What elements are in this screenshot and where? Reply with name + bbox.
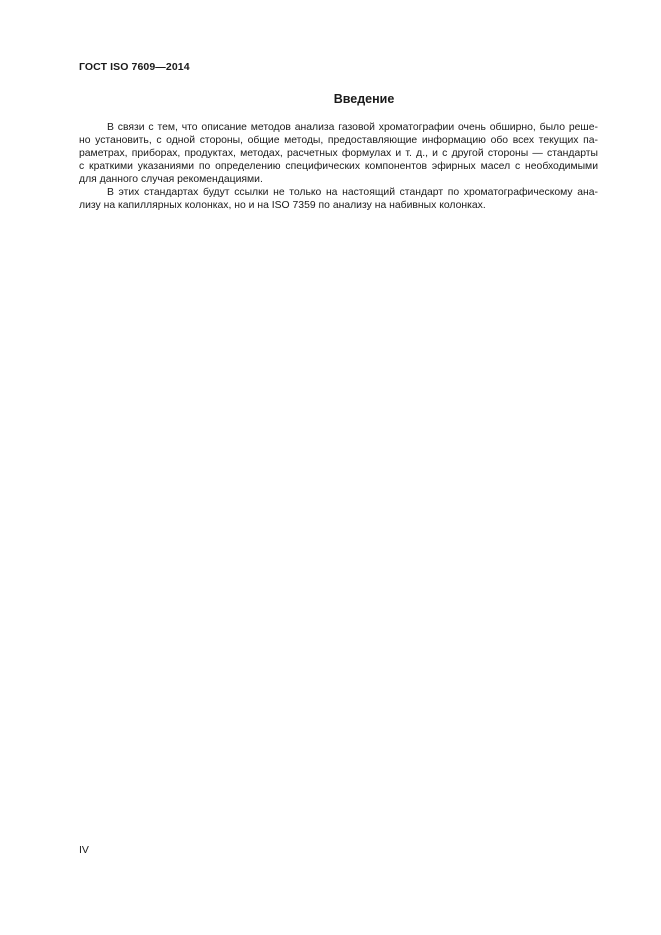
paragraph-line: но установить, с одной стороны, общие методы, предоставляющие информацию обо всех текущих па- xyxy=(79,135,598,146)
paragraph-line: с краткими указаниями по определению специфических компонентов эфирных масел с необходимыми xyxy=(79,161,598,172)
paragraph-line: В связи с тем, что описание методов анализа газовой хроматографии очень обширно, было реше- xyxy=(107,122,598,133)
paragraph-2 xyxy=(79,186,598,212)
paragraph-line: раметрах, приборах, продуктах, методах, расчетных формулах и т. д., и с другой стороны — стандарты xyxy=(79,148,598,159)
paragraph-line: лизу на капиллярных колонках, но и на ISO 7359 по анализу на набивных колонках. xyxy=(79,200,486,211)
body-text xyxy=(79,121,598,212)
document-header: ГОСТ ISO 7609—2014 xyxy=(79,61,190,73)
paragraph-1 xyxy=(79,121,598,186)
paragraph-line: В этих стандартах будут ссылки не только на настоящий стандарт по хроматографическому ана- xyxy=(107,187,598,198)
page-number: IV xyxy=(79,844,89,856)
section-title: Введение xyxy=(333,92,395,106)
paragraph-line: для данного случая рекомендациями. xyxy=(79,174,263,185)
